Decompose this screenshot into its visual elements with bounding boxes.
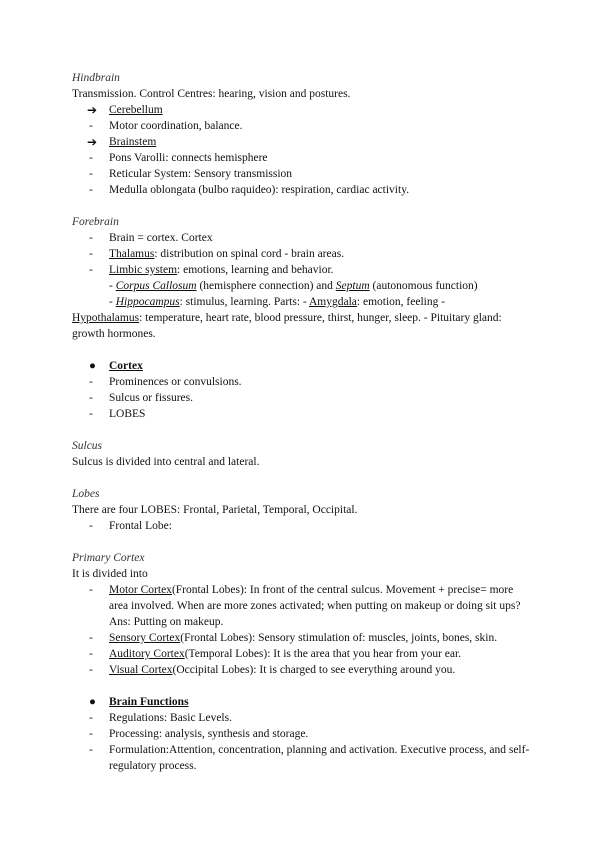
list-item: - Prominences or convulsions. [89,376,242,388]
document-page [72,70,532,774]
dash-bullet: - [89,120,93,132]
corpus-callosum-term: Corpus Callosum [115,280,197,292]
hindbrain-intro: Transmission. Control Centres: hearing, vision and postures. [72,88,351,100]
list-item: - Frontal Lobe: [89,520,172,532]
auditory-cortex-term: Auditory Cortex [109,648,185,660]
list-item: - Visual Cortex(Occipital Lobes): It is charged to see everything around you. [89,664,456,676]
list-item: - Limbic system: emotions, learning and behavior. [89,264,334,276]
list-item: - Reticular System: Sensory transmission [89,168,293,180]
list-item: - LOBES [89,408,146,420]
primary-cortex-heading: Primary Cortex [72,552,145,564]
list-item: - Sensory Cortex(Frontal Lobes): Sensory stimulation of: muscles, joints, bones, skin. [89,632,498,644]
limbic-term: Limbic system [109,264,178,276]
list-item: - Brain = cortex. Cortex [89,232,213,244]
list-item: - Processing: analysis, synthesis and storage. [89,728,309,740]
brainstem-heading: Brainstem [109,136,157,148]
sub-item: - Corpus Callosum (hemisphere connection) and Septum (autonomous function) [109,280,478,292]
list-item: - Pons Varolli: connects hemisphere [89,152,268,164]
hindbrain-heading: Hindbrain [72,72,120,84]
arrow-icon: ➔ [87,135,98,149]
forebrain-heading: Forebrain [72,216,119,228]
primary-cortex-intro: It is divided into [72,568,148,580]
hypothalamus-line: Hypothalamus: temperature, heart rate, blood pressure, thirst, hunger, sleep. - Pituitary gland: growth hormones. [72,312,502,340]
brain-functions-heading: Brain Functions [109,696,189,708]
dash-bullet: - [89,248,93,260]
dash-bullet: - [89,168,93,180]
list-item [72,358,532,374]
sulcus-heading: Sulcus [72,440,103,452]
list-item: - Thalamus: distribution on spinal cord - brain areas. [89,248,345,260]
visual-cortex-term: Visual Cortex [109,664,173,676]
list-item: - Medulla oblongata (bulbo raquideo): respiration, cardiac activity. [89,184,410,196]
hypothalamus-term: Hypothalamus [72,312,140,324]
dash-bullet: - [89,408,93,420]
dash-bullet: - [89,584,93,596]
list-item: - Motor coordination, balance. [89,120,243,132]
lobes-heading: Lobes [72,488,100,500]
dash-bullet: - [89,264,93,276]
dash-bullet: - [89,632,93,644]
list-item [72,134,532,150]
motor-cortex-term: Motor Cortex [109,584,172,596]
dash-bullet: - [89,664,93,676]
dash-bullet: - [89,376,93,388]
list-item: - Auditory Cortex(Temporal Lobes): It is the area that you hear from your ear. [89,648,462,660]
cortex-heading: Cortex [109,360,143,372]
hippocampus-term: Hippocampus [115,296,180,308]
list-item: - Sulcus or fissures. [89,392,194,404]
bullet-icon: ● [89,696,96,708]
dash-bullet: - [89,152,93,164]
list-item: - Regulations: Basic Levels. [89,712,232,724]
dash-bullet: - [89,232,93,244]
bullet-icon: ● [89,360,96,372]
arrow-icon: ➔ [87,103,98,117]
list-item: - Motor Cortex(Frontal Lobes): In front of the central sulcus. Movement + precise= more area involved. When are more zones activated; when putting on makeup or doing sit ups? Ans: Putting on makeup. [89,584,521,628]
sub-item: - Hippocampus: stimulus, learning. Parts: - Amygdala: emotion, feeling - [109,296,446,308]
dash-bullet: - [89,728,93,740]
cerebellum-heading: Cerebellum [109,104,163,116]
sulcus-text: Sulcus is divided into central and lateral. [72,456,260,468]
dash-bullet: - [89,648,93,660]
septum-term: Septum [335,280,370,292]
list-item [72,102,532,118]
sensory-cortex-term: Sensory Cortex [109,632,181,644]
lobes-text: There are four LOBES: Frontal, Parietal, Temporal, Occipital. [72,504,358,516]
dash-bullet: - [89,392,93,404]
dash-bullet: - [89,712,93,724]
dash-bullet: - [89,184,93,196]
list-item [72,694,532,710]
dash-bullet: - [89,744,93,756]
list-item: - Formulation:Attention, concentration, planning and activation. Executive process, and self-regulatory process. [89,744,530,772]
thalamus-term: Thalamus [109,248,155,260]
dash-bullet: - [89,520,93,532]
amygdala-term: Amygdala [308,296,357,308]
